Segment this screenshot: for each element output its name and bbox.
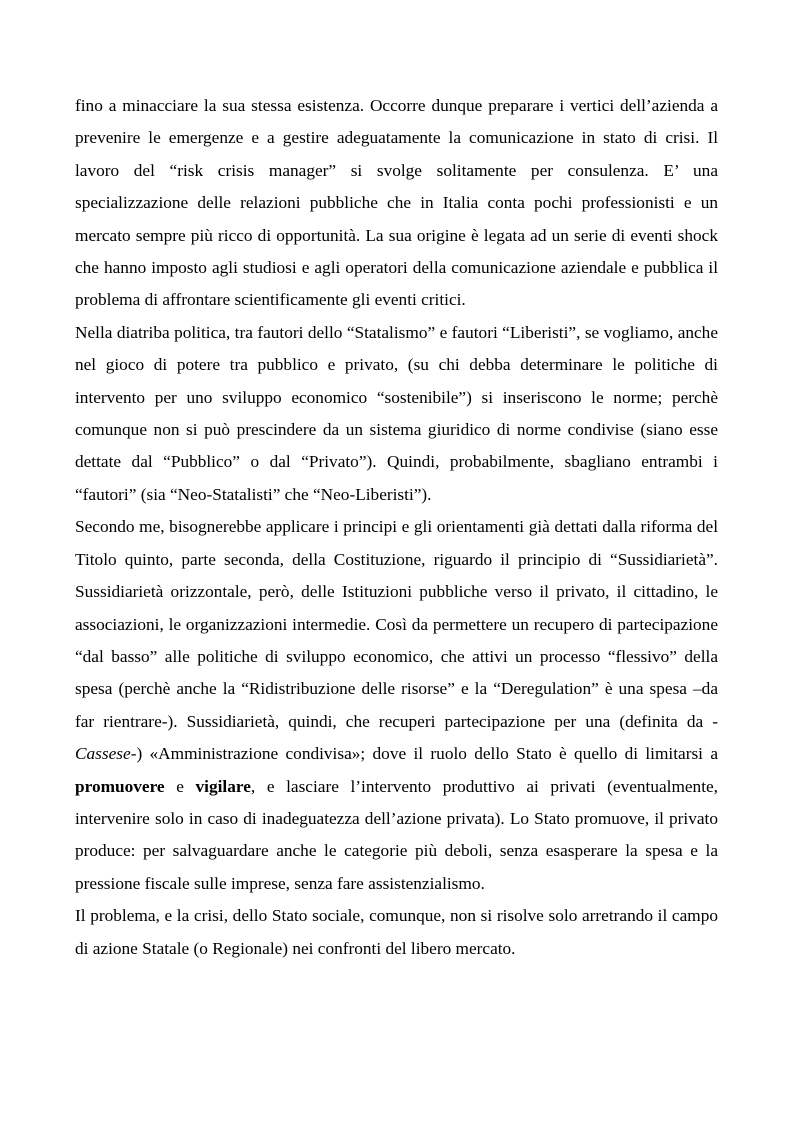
paragraph-subsidiarity [75,511,718,900]
paragraph-welfare-state: Il problema, e la crisi, dello Stato sociale, comunque, non si risolve solo arretrando il campo di azione Statale (o Regionale) nei confronti del libero mercato. [75,906,718,958]
paragraph-subsidiarity-text-b: -) «Amministrazione condivisa»; dove il ruolo dello Stato è quello di limitarsi a [130,744,718,764]
paragraph-subsidiarity-text-a: Secondo me, bisognerebbe applicare i principi e gli orientamenti già dettati dalla riforma del Titolo quinto, parte seconda, della Costituzione, riguardo il principio di “Sussidiarietà”. Sussidiarietà orizzontale, però, delle Istituzioni pubbliche verso il privato, il cittadino, le associazioni, le organizzazioni intermedie. Così da permettere un recupero di partecipazione “dal basso” alle politiche di sviluppo economico, che attivi un processo “flessivo” della spesa (perchè anche la “Ridistribuzione delle risorse” e la “Deregulation” è una spesa –da far rientrare-). Sussidiarietà, quindi, che recuperi partecipazione per una (definita da - [75,517,718,731]
paragraph-statalism-liberism: Nella diatriba politica, tra fautori dello “Statalismo” e fautori “Liberisti”, se vogliamo, anche nel gioco di potere tra pubblico e privato, (su chi debba determinare le politiche di intervento per uno sviluppo economico “sostenibile”) si inseriscono le norme; perchè comunque non si può prescindere da un sistema giuridico di norme condivise (siano esse dettate dal “Pubblico” o dal “Privato”). Quindi, probabilmente, sbagliano entrambi i “fautori” (sia “Neo-Statalisti” che “Neo-Liberisti”). [75,322,718,504]
paragraph-subsidiarity-text-c: e [164,776,196,796]
promuovere-bold: promuovere [75,776,165,796]
document-page [75,90,718,965]
cassese-italic: Cassese [75,744,131,764]
paragraph-crisis-manager: fino a minacciare la sua stessa esistenza. Occorre dunque preparare i vertici dell’azienda a prevenire le emergenze e a gestire adeguatamente la comunicazione in stato di crisi. Il lavoro del “risk crisis manager” si svolge solitamente per consulenza. E’ una specializzazione delle relazioni pubbliche che in Italia conta pochi professionisti e un mercato sempre più ricco di opportunità. La sua origine è legata ad un serie di eventi shock che hanno imposto agli studiosi e agli operatori della comunicazione aziendale e pubblica il problema di affrontare scientificamente gli eventi critici. [75,96,718,310]
vigilare-bold: vigilare [195,776,251,796]
paragraph-subsidiarity-text-d: , e lasciare l’intervento produttivo ai privati (eventualmente, intervenire solo in caso di inadeguatezza dell’azione privata). Lo Stato promuove, il privato produce: per salvaguardare anche le categorie più deboli, senza esasperare la spesa e la pressione fiscale sulle imprese, senza fare assistenzialismo. [75,776,718,893]
